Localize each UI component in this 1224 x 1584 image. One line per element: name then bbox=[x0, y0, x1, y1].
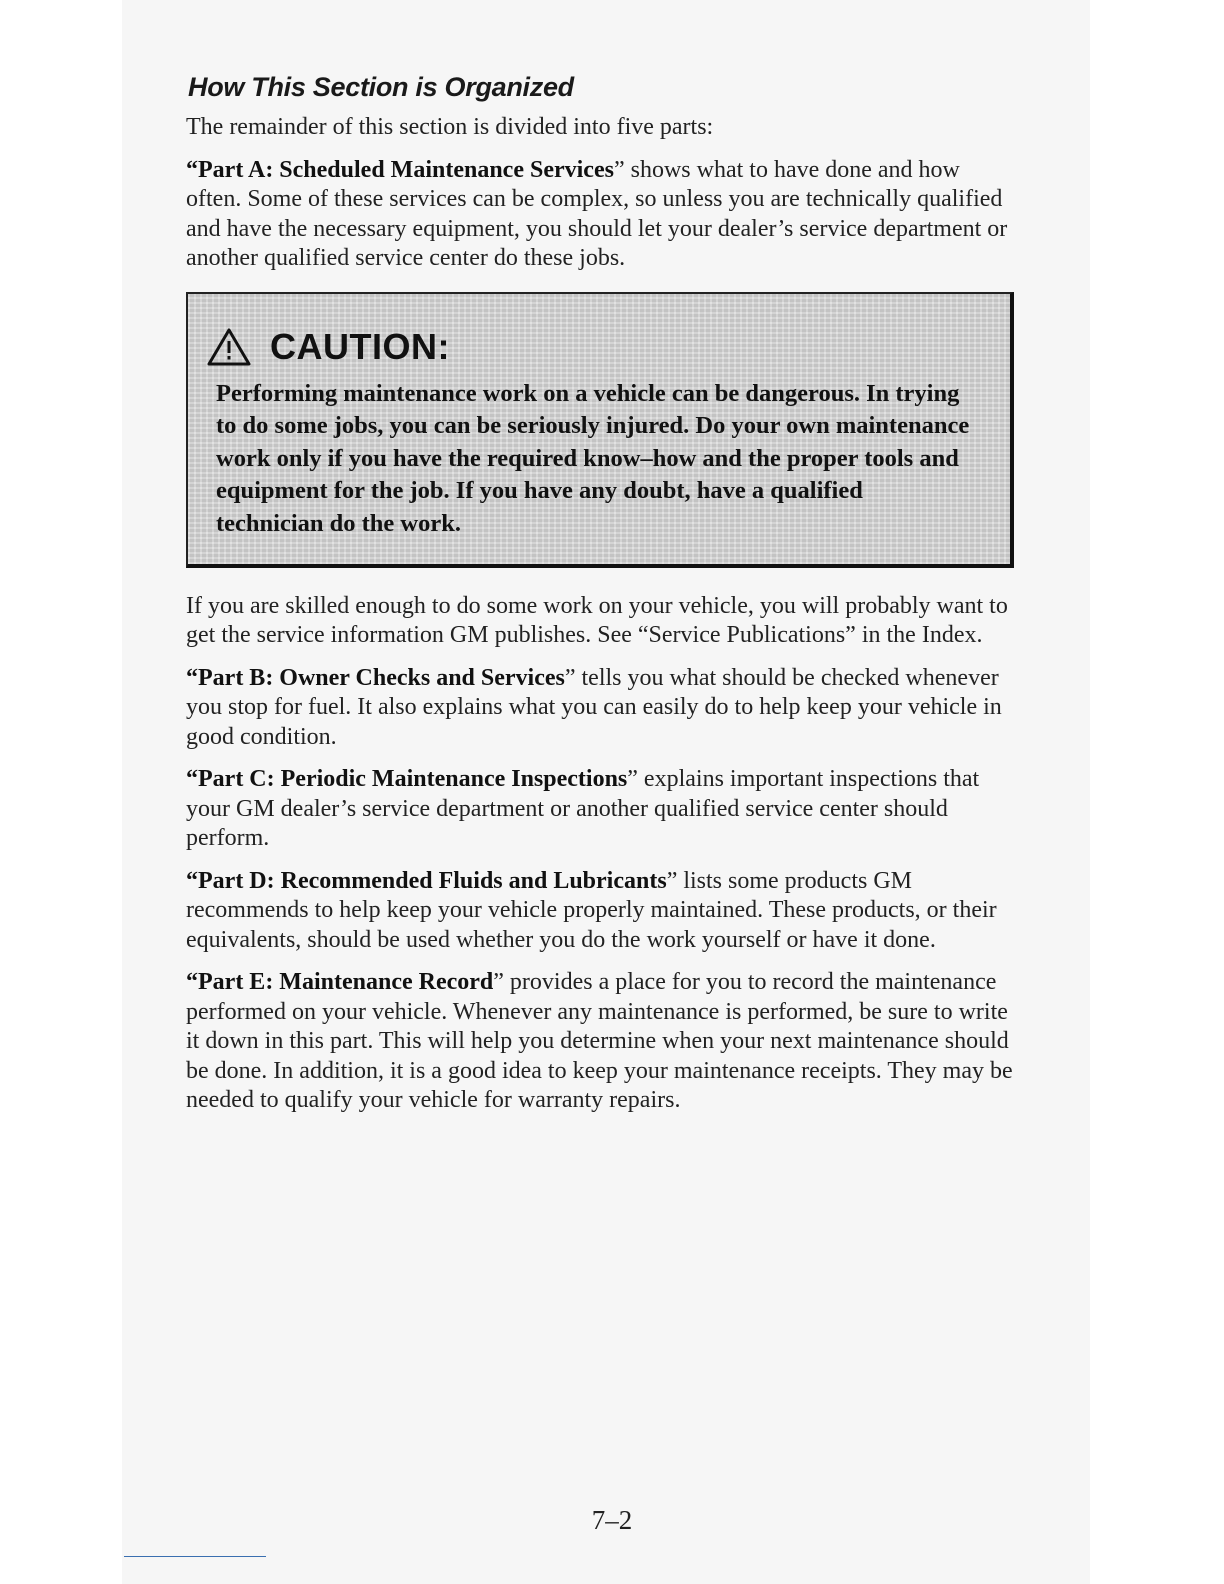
caution-title: CAUTION: bbox=[270, 325, 450, 367]
part-c-paragraph bbox=[186, 765, 1016, 854]
page-number: 7–2 bbox=[591, 1505, 633, 1535]
part-d-paragraph bbox=[186, 867, 1016, 956]
part-a-text: ” shows what to have done and how often. Some of these services can be complex, so unless you are technically qualified and have the necessary equipment, you should let your dealer’s service department or another qualified service center do these jobs. bbox=[186, 156, 1008, 271]
caution-header bbox=[206, 326, 450, 368]
part-e-paragraph bbox=[186, 968, 1016, 1116]
caution-box bbox=[186, 292, 1014, 568]
part-d-text: ” lists some products GM recommends to help keep your vehicle properly maintained. These products, or their equivalents, should be used whether you do the work yourself or have it done. bbox=[186, 867, 997, 953]
intro-paragraph: The remainder of this section is divided into five parts: bbox=[186, 114, 714, 140]
part-a-title: “Part A: Scheduled Maintenance Services bbox=[186, 156, 614, 183]
part-a-paragraph bbox=[186, 156, 1016, 274]
part-e-title: “Part E: Maintenance Record bbox=[186, 969, 494, 995]
part-e-text: ” provides a place for you to record the maintenance performed on your vehicle. Whenever any maintenance is performed, be sure to write it down in this part. This will help you determine when your next maintenance should be done. In addition, it is a good idea to keep your maintenance receipts. They may be needed to qualify your vehicle for warranty repairs. bbox=[186, 969, 1013, 1113]
warning-triangle-icon bbox=[206, 327, 252, 367]
caution-text: Performing maintenance work on a vehicle can be dangerous. In trying to do some jobs, you can be seriously injured. Do your own maintenance work only if you have the required know–how and the proper tools and equipment for the job. If you have any doubt, have a qualified technician do the work. bbox=[216, 379, 970, 537]
part-b-title: “Part B: Owner Checks and Services bbox=[186, 664, 565, 691]
footer-divider bbox=[124, 1556, 266, 1557]
skilled-note-paragraph: If you are skilled enough to do some work on your vehicle, you will probably want to get the service information GM publishes. See “Service Publications” in the Index. bbox=[186, 592, 1008, 648]
part-c-text: ” explains important inspections that your GM dealer’s service department or another qualified service center should perform. bbox=[186, 766, 980, 851]
part-b-text: ” tells you what should be checked whenever you stop for fuel. It also explains what you can easily do to help keep your vehicle in good condition. bbox=[186, 664, 1002, 750]
section-heading: How This Section is Organized bbox=[188, 72, 574, 102]
part-b-paragraph bbox=[186, 664, 1016, 753]
page-content bbox=[186, 72, 1016, 1129]
part-d-title: “Part D: Recommended Fluids and Lubricants bbox=[186, 867, 667, 894]
part-c-title: “Part C: Periodic Maintenance Inspections bbox=[186, 766, 628, 792]
